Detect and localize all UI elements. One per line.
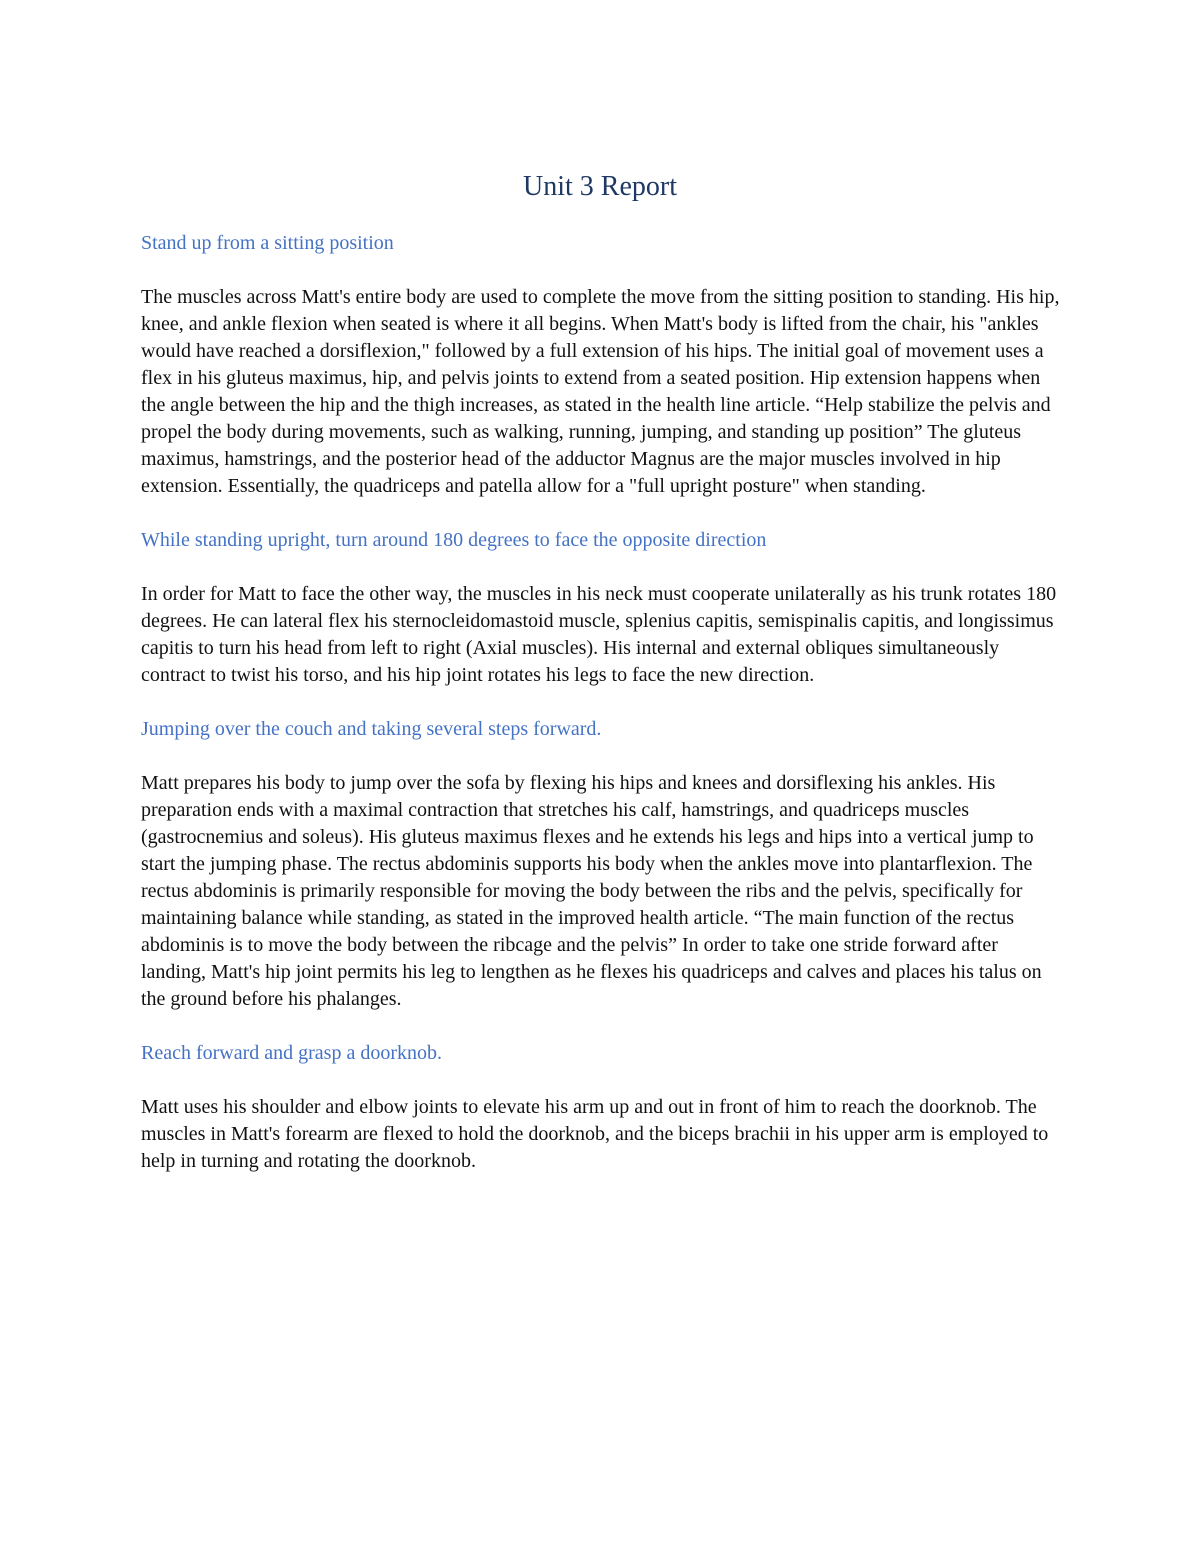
section-body: The muscles across Matt's entire body are used to complete the move from the sitting position to standing. His hip, knee, and ankle flexion when seated is where it all begins. When Matt's body is lifted from the chair, his "ankles would have reached a dorsiflexion," followed by a full extension of his hips. The initial goal of movement uses a flex in his gluteus maximus, hip, and pelvis joints to extend from a seated position. Hip extension happens when the angle between the hip and the thigh increases, as stated in the health line article. “Help stabilize the pelvis and propel the body during movements, such as walking, running, jumping, and standing up position” The gluteus maximus, hamstrings, and the posterior head of the adductor Magnus are the major muscles involved in hip extension. Essentially, the quadriceps and patella allow for a "full upright posture" when standing.: [141, 286, 1060, 497]
section-jumping: [141, 716, 1061, 1013]
section-heading: Jumping over the couch and taking several steps forward.: [141, 718, 602, 740]
section-body: Matt uses his shoulder and elbow joints to elevate his arm up and out in front of him to reach the doorknob. The muscles in Matt's forearm are flexed to hold the doorknob, and the biceps brachii in his upper arm is employed to help in turning and rotating the doorknob.: [141, 1096, 1049, 1172]
section-heading: Stand up from a sitting position: [141, 232, 394, 254]
section-reaching: [141, 1040, 1061, 1175]
section-standing-up: [141, 230, 1061, 500]
section-heading: Reach forward and grasp a doorknob.: [141, 1042, 443, 1064]
section-turning-around: [141, 527, 1061, 689]
section-heading: While standing upright, turn around 180 degrees to face the opposite direction: [141, 529, 767, 551]
section-body: Matt prepares his body to jump over the sofa by flexing his hips and knees and dorsiflexing his ankles. His preparation ends with a maximal contraction that stretches his calf, hamstrings, and quadriceps muscles (gastrocnemius and soleus). His gluteus maximus flexes and he extends his legs and hips into a vertical jump to start the jumping phase. The rectus abdominis supports his body when the ankles move into plantarflexion. The rectus abdominis is primarily responsible for moving the body between the ribs and the pelvis, specifically for maintaining balance while standing, as stated in the improved health article. “The main function of the rectus abdominis is to move the body between the ribcage and the pelvis” In order to take one stride forward after landing, Matt's hip joint permits his leg to lengthen as he flexes his quadriceps and calves and places his talus on the ground before his phalanges.: [141, 772, 1042, 1010]
section-body: In order for Matt to face the other way, the muscles in his neck must cooperate unilaterally as his trunk rotates 180 degrees. He can lateral flex his sternocleidomastoid muscle, splenius capitis, semispinalis capitis, and longissimus capitis to turn his head from left to right (Axial muscles). His internal and external obliques simultaneously contract to twist his torso, and his hip joint rotates his legs to face the new direction.: [141, 583, 1057, 686]
document-title: Unit 3 Report: [523, 171, 677, 202]
document-content: [141, 230, 1061, 1202]
